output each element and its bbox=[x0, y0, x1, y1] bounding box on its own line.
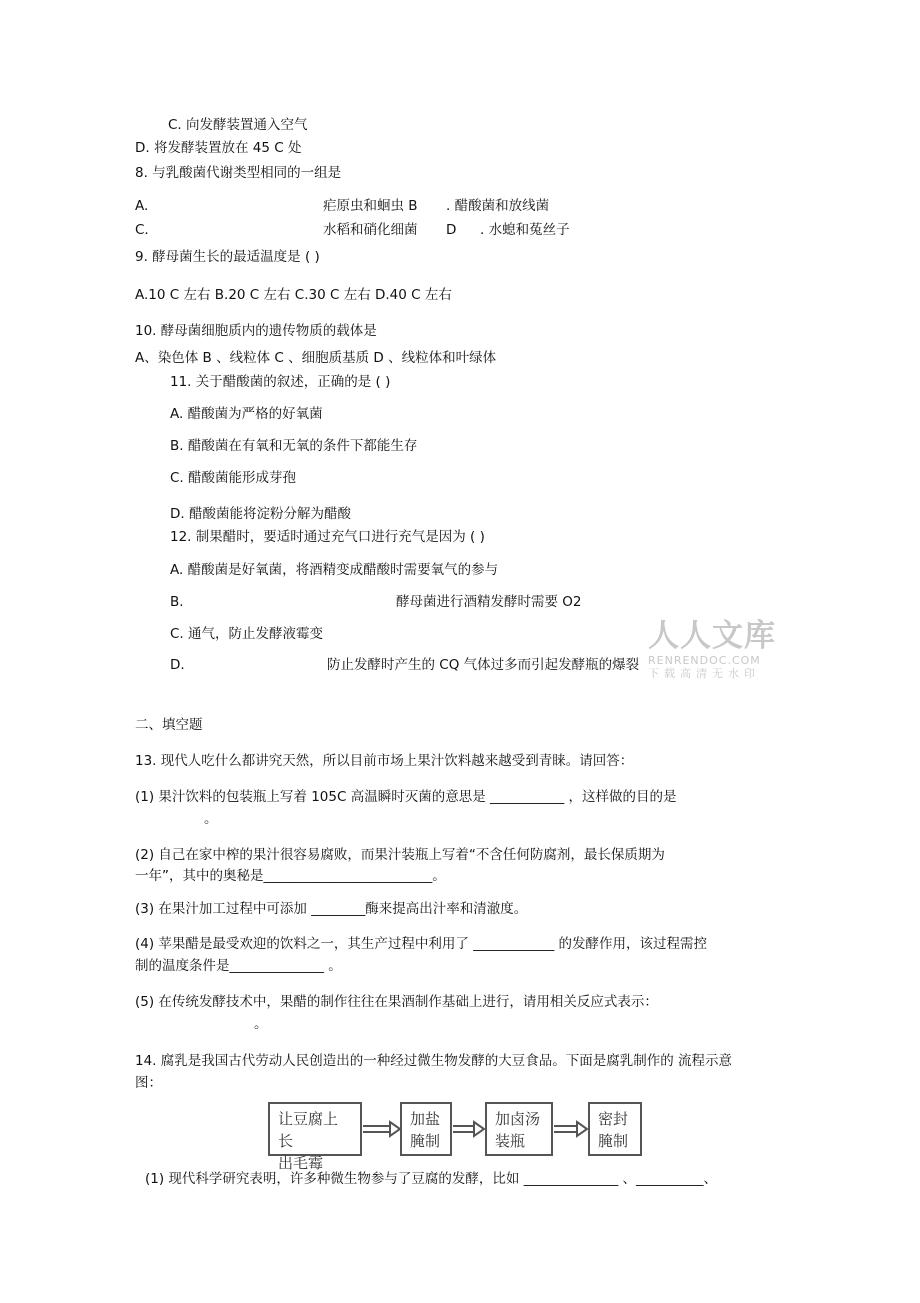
flow-arrow-icon bbox=[453, 1120, 485, 1138]
q13-part1-end: 。 bbox=[204, 811, 218, 827]
q10-options: A、染色体 B 、线粒体 C 、细胞质基质 D 、线粒体和叶绿体 bbox=[135, 350, 497, 366]
q8-label-a: A. bbox=[135, 198, 149, 214]
flow-step-2-line1: 加盐 bbox=[410, 1110, 441, 1128]
flow-step-1-line1: 让豆腐上长 bbox=[278, 1110, 339, 1150]
q8-stem: 8. 与乳酸菌代谢类型相同的一组是 bbox=[135, 165, 342, 181]
flow-arrow-icon bbox=[363, 1120, 401, 1138]
q13-part5: (5) 在传统发酵技术中，果醋的制作往往在果酒制作基础上进行，请用相关反应式表示： bbox=[135, 994, 658, 1010]
q12-option-b: 酵母菌进行酒精发酵时需要 O2 bbox=[396, 594, 582, 610]
q12-option-a: A. 醋酸菌是好氧菌，将酒精变成醋酸时需要氧气的参与 bbox=[170, 562, 499, 578]
q9-options: A.10 C 左右 B.20 C 左右 C.30 C 左右 D.40 C 左右 bbox=[135, 287, 452, 303]
q14-stem: 14. 腐乳是我国古代劳动人民创造出的一种经过微生物发酵的大豆食品。下面是腐乳制作的 流程示意 bbox=[135, 1053, 733, 1069]
q7-option-c: C. 向发酵装置通入空气 bbox=[168, 117, 308, 133]
q8-option-d: . 水螅和菟丝子 bbox=[480, 222, 570, 238]
q11-option-d: D. 醋酸菌能将淀粉分解为醋酸 bbox=[170, 506, 351, 522]
watermark-title: 人人文库 bbox=[648, 618, 776, 654]
q11-stem: 11. 关于醋酸菌的叙述，正确的是 ( ) bbox=[170, 374, 391, 390]
q12-option-d: 防止发酵时产生的 CQ 气体过多而引起发酵瓶的爆裂 bbox=[327, 657, 640, 673]
flow-step-3 bbox=[485, 1102, 553, 1156]
q10-stem: 10. 酵母菌细胞质内的遗传物质的载体是 bbox=[135, 323, 377, 339]
q13-part3: (3) 在果汁加工过程中可添加 ________酶来提高出汁率和清澈度。 bbox=[135, 901, 528, 917]
q12-label-d: D. bbox=[170, 657, 185, 673]
watermark bbox=[648, 618, 776, 680]
watermark-url: RENRENDOC.COM bbox=[648, 654, 761, 667]
q11-option-b: B. 醋酸菌在有氧和无氧的条件下都能生存 bbox=[170, 438, 418, 454]
q12-label-b: B. bbox=[170, 594, 184, 610]
q13-part4: (4) 苹果醋是最受欢迎的饮料之一，其生产过程中利用了 ____________ 的发酵作用，该过程需控 bbox=[135, 936, 707, 952]
flow-step-2-line2: 腌制 bbox=[410, 1132, 441, 1150]
flow-step-1 bbox=[268, 1102, 362, 1172]
q7-option-d: D. 将发酵装置放在 45 C 处 bbox=[135, 140, 302, 156]
q13-part1: (1) 果汁饮料的包装瓶上写着 105C 高温瞬时灭菌的意思是 ___________ ，这样做的目的是 bbox=[135, 789, 677, 805]
section-heading: 二、填空题 bbox=[135, 717, 203, 733]
q8-option-a: 疟原虫和蛔虫 B bbox=[323, 198, 418, 214]
q8-option-c: 水稻和硝化细菌 bbox=[323, 222, 418, 238]
q13-part2: (2) 自己在家中榨的果汁很容易腐败，而果汁装瓶上写着“不含任何防腐剂，最长保质期为 bbox=[135, 847, 665, 863]
flow-arrow-icon bbox=[554, 1120, 588, 1138]
q12-stem: 12. 制果醋时，要适时通过充气口进行充气是因为 ( ) bbox=[170, 529, 485, 545]
flow-step-2 bbox=[400, 1102, 452, 1156]
flow-step-3-line2: 装瓶 bbox=[495, 1132, 526, 1150]
q11-option-a: A. 醋酸菌为严格的好氧菌 bbox=[170, 406, 323, 422]
q13-stem: 13. 现代人吃什么都讲究天然，所以目前市场上果汁饮料越来越受到青睐。请回答： bbox=[135, 753, 634, 769]
q8-option-b: . 醋酸菌和放线菌 bbox=[446, 198, 550, 214]
flow-step-4 bbox=[588, 1102, 642, 1156]
flow-step-3-line1: 加卤汤 bbox=[495, 1110, 541, 1128]
q9-stem: 9. 酵母菌生长的最适温度是 ( ) bbox=[135, 249, 320, 265]
flow-step-4-line2: 腌制 bbox=[598, 1132, 629, 1150]
q13-part4-cont: 制的温度条件是______________ 。 bbox=[135, 958, 342, 974]
q14-stem-cont: 图： bbox=[135, 1075, 162, 1091]
q12-option-c: C. 通气，防止发酵液霉变 bbox=[170, 626, 324, 642]
q13-part5-end: 。 bbox=[254, 1016, 268, 1032]
q14-part1: (1) 现代科学研究表明，许多种微生物参与了豆腐的发酵，比如 ______________ 、__________、 bbox=[145, 1171, 717, 1187]
flow-diagram bbox=[268, 1102, 668, 1172]
q8-label-d: D bbox=[446, 222, 457, 238]
q13-part2-cont: 一年”，其中的奥秘是_________________________。 bbox=[135, 868, 446, 884]
watermark-subtitle: 下载高清无水印 bbox=[648, 667, 760, 680]
q11-option-c: C. 醋酸菌能形成芽孢 bbox=[170, 470, 297, 486]
flow-step-1-line2: 出毛霉 bbox=[278, 1154, 324, 1172]
q8-label-c: C. bbox=[135, 222, 149, 238]
flow-step-4-line1: 密封 bbox=[598, 1110, 629, 1128]
